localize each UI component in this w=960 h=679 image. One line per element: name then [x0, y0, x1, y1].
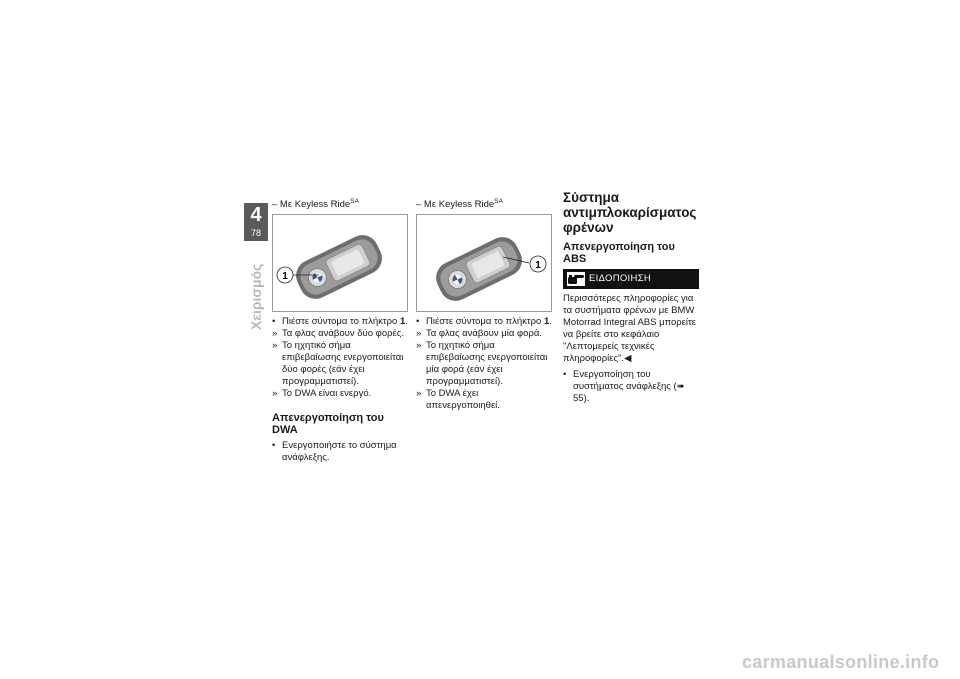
section-title-abs: Σύστημα αντιμπλοκαρίσματος φρένων	[563, 190, 697, 235]
list-item: » Τα φλας ανάβουν μία φορά.	[416, 328, 542, 340]
subsection-title-abs-off: Απενεργοποίηση του ABS	[563, 241, 675, 265]
pointing-hand-icon	[567, 272, 585, 286]
notice-paragraph: Περισσότερες πληροφορίες για τα συστήματα φρένων με BMW Motorrad Integral ABS μπορείτε να βρείτε στο κεφάλαιο "Λεπτομερείς τεχνικές πληροφορίες".◀	[563, 293, 697, 364]
chapter-number: 4	[250, 204, 262, 226]
key-fob-figure	[272, 214, 408, 312]
arm-steps-list	[272, 316, 408, 400]
column-3	[563, 190, 699, 405]
key-fob-illustration	[417, 215, 551, 311]
site-watermark: carmanualsonline.info	[742, 652, 940, 672]
list-item: » Το DWA είναι ενεργό.	[272, 388, 372, 400]
list-item: » Το DWA έχει απενεργοποιηθεί.	[416, 388, 500, 412]
list-item: » Τα φλας ανάβουν δύο φορές.	[272, 328, 404, 340]
abs-steps-list	[563, 369, 699, 405]
disarm-steps-list	[416, 316, 552, 412]
column-1	[272, 196, 408, 464]
dwa-off-steps	[272, 440, 408, 464]
keyless-subhead: – Με Keyless Ride$^{SA}$	[416, 198, 503, 211]
key-fob-figure	[416, 214, 552, 312]
list-item: • Ενεργοποίηση του συστήματος ανάφλεξης (➠ 55).	[563, 369, 685, 404]
list-item: » Το ηχητικό σήμα επιβεβαίωσης ενεργοποιείται μία φορά (εάν έχει προγραμματιστεί).	[416, 340, 548, 388]
list-item: • Πιέστε σύντομα το πλήκτρο 1.	[416, 316, 552, 328]
column-2	[416, 196, 552, 412]
page-number: 78	[250, 228, 261, 238]
chapter-side-title: Χειρισμός	[248, 263, 264, 330]
list-item: » Το ηχητικό σήμα επιβεβαίωσης ενεργοποιείται δύο φορές (εάν έχει προγραμματιστεί).	[272, 340, 404, 388]
notice-banner	[563, 269, 699, 289]
section-heading-dwa-off: Απενεργοποίηση του DWA	[272, 412, 384, 437]
keyless-subhead: – Με Keyless Ride$^{SA}$	[272, 198, 359, 211]
list-item: • Ενεργοποιήστε το σύστημα ανάφλεξης.	[272, 440, 397, 464]
list-item: • Πιέστε σύντομα το πλήκτρο 1.	[272, 316, 408, 328]
callout-1-label: 1	[282, 271, 288, 283]
callout-1-label: 1	[535, 260, 541, 272]
end-mark-icon: ◀	[624, 353, 632, 364]
page-ref-arrow-icon: ➠	[676, 381, 685, 392]
chapter-tab	[244, 203, 268, 241]
key-fob-illustration	[273, 215, 407, 311]
notice-label: ΕΙΔΟΠΟΙΗΣΗ	[589, 273, 651, 284]
